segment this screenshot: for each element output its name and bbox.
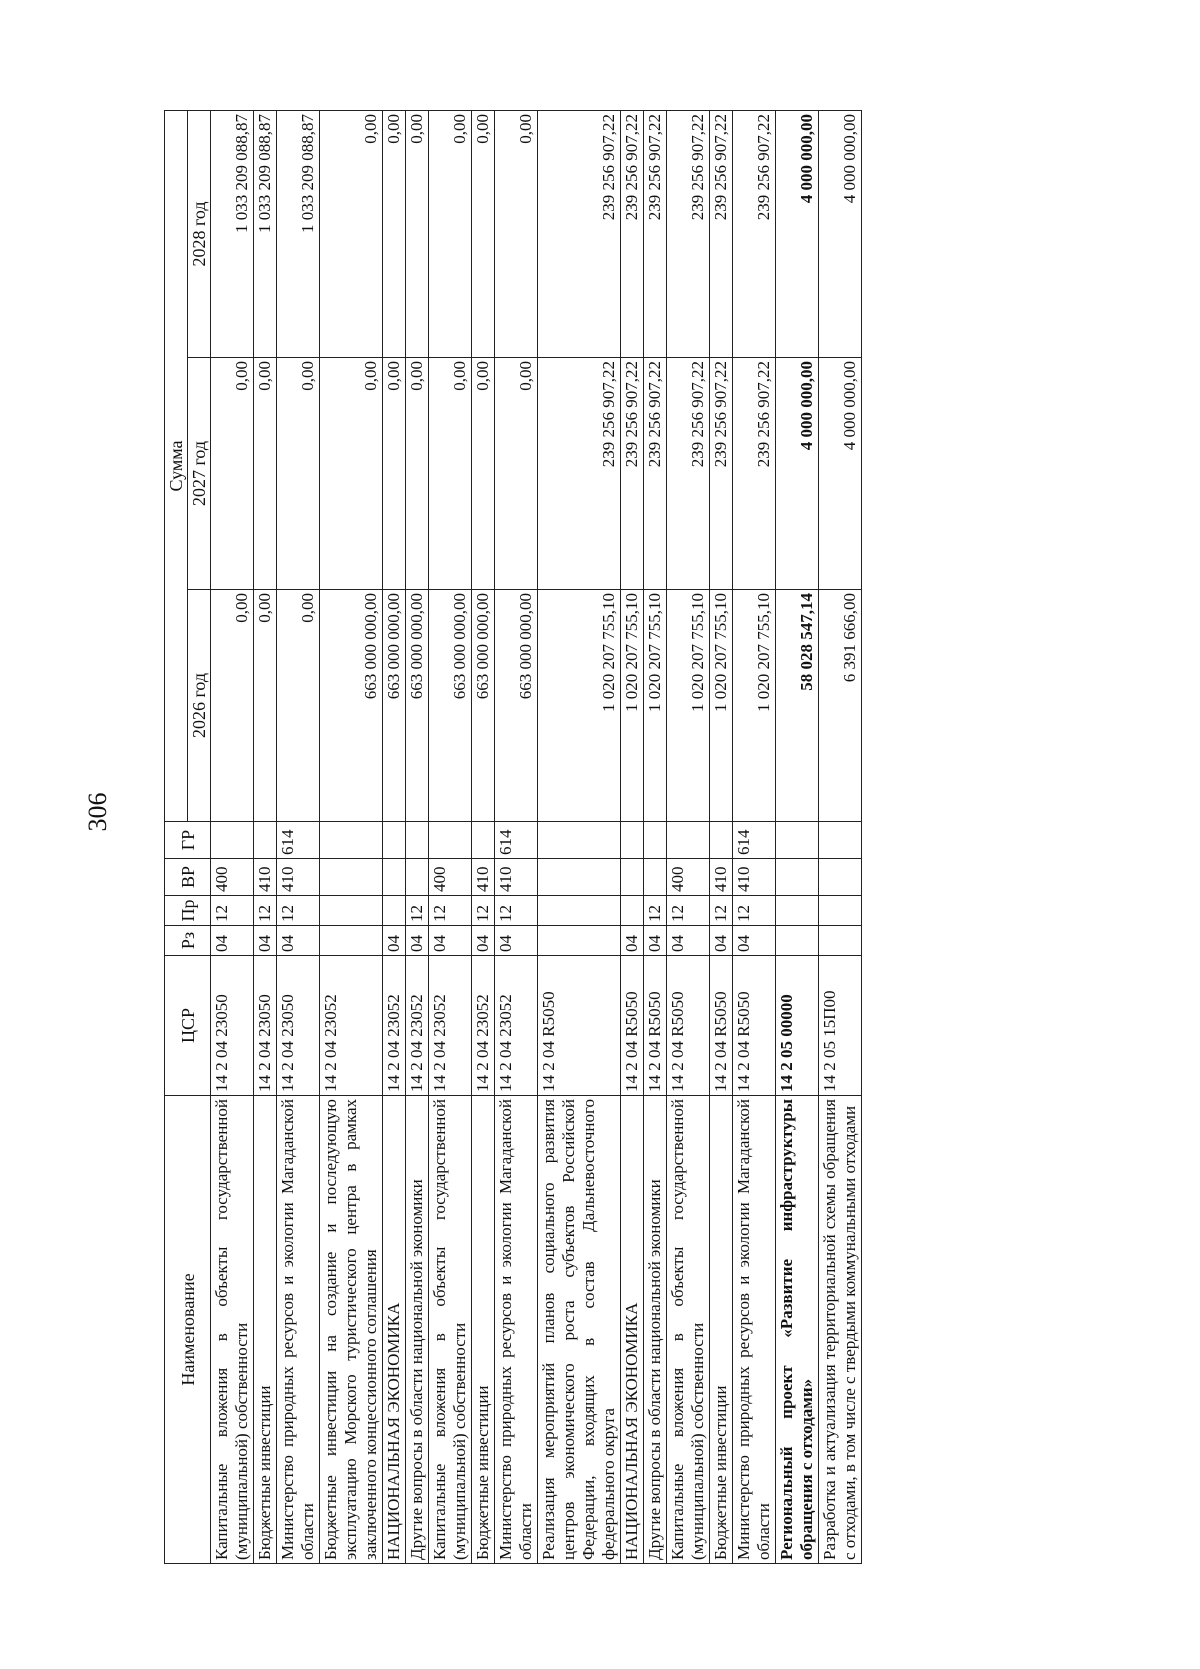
- cell-name: Министерство природных ресурсов и экологии Магаданской области: [495, 1096, 538, 1564]
- cell-pr: [819, 896, 862, 926]
- cell-y2026: 0,00: [211, 590, 254, 822]
- header-vr: ВР: [165, 859, 211, 896]
- cell-y2027: 4 000 000,00: [819, 358, 862, 590]
- cell-csr: 14 2 04 R5050: [538, 956, 621, 1096]
- cell-y2027: 0,00: [383, 358, 406, 590]
- cell-y2026: 663 000 000,00: [495, 590, 538, 822]
- table-row: [495, 110, 538, 1563]
- cell-csr: 14 2 04 R5050: [621, 956, 644, 1096]
- cell-pr: 12: [495, 896, 538, 926]
- header-2026: 2026 год: [188, 590, 211, 822]
- cell-rz: 04: [211, 926, 254, 956]
- cell-y2026: 1 020 207 755,10: [538, 590, 621, 822]
- cell-y2026: 663 000 000,00: [472, 590, 495, 822]
- cell-gr: [710, 822, 733, 859]
- cell-name: Капитальные вложения в объекты государственной (муниципальной) собственности: [667, 1096, 710, 1564]
- table-row: [667, 110, 710, 1563]
- cell-y2028: 239 256 907,22: [621, 110, 644, 357]
- cell-gr: [819, 822, 862, 859]
- header-pr: Пр: [165, 896, 211, 926]
- table-row: [621, 110, 644, 1563]
- cell-csr: 14 2 04 23050: [277, 956, 320, 1096]
- cell-y2028: 0,00: [429, 110, 472, 357]
- cell-y2026: 663 000 000,00: [406, 590, 429, 822]
- cell-gr: 614: [733, 822, 776, 859]
- cell-y2027: 239 256 907,22: [667, 358, 710, 590]
- cell-gr: [429, 822, 472, 859]
- cell-csr: 14 2 05 00000: [776, 956, 819, 1096]
- cell-y2027: 0,00: [429, 358, 472, 590]
- cell-gr: [538, 822, 621, 859]
- cell-rz: 04: [710, 926, 733, 956]
- cell-gr: [211, 822, 254, 859]
- cell-rz: 04: [406, 926, 429, 956]
- cell-y2027: 239 256 907,22: [644, 358, 667, 590]
- table-row: [819, 110, 862, 1563]
- cell-rz: 04: [644, 926, 667, 956]
- cell-csr: 14 2 04 R5050: [733, 956, 776, 1096]
- cell-name: Региональный проект «Развитие инфраструктуры обращения с отходами»: [776, 1096, 819, 1564]
- cell-rz: 04: [667, 926, 710, 956]
- cell-name: Капитальные вложения в объекты государственной (муниципальной) собственности: [211, 1096, 254, 1564]
- cell-pr: [320, 896, 383, 926]
- cell-vr: 410: [495, 859, 538, 896]
- cell-vr: 410: [472, 859, 495, 896]
- cell-name: Капитальные вложения в объекты государственной (муниципальной) собственности: [429, 1096, 472, 1564]
- cell-name: Бюджетные инвестиции: [254, 1096, 277, 1564]
- cell-name: Бюджетные инвестиции: [710, 1096, 733, 1564]
- cell-y2027: 239 256 907,22: [538, 358, 621, 590]
- cell-csr: 14 2 05 15П00: [819, 956, 862, 1096]
- cell-name: Бюджетные инвестиции: [472, 1096, 495, 1564]
- cell-rz: [320, 926, 383, 956]
- cell-name: Реализация мероприятий планов социального развития центров экономического роста субъектов Российской Федерации, входящих в состав Дальневосточного федерального округа: [538, 1096, 621, 1564]
- cell-y2027: 0,00: [277, 358, 320, 590]
- cell-rz: [776, 926, 819, 956]
- cell-y2028: 239 256 907,22: [733, 110, 776, 357]
- cell-y2026: 1 020 207 755,10: [733, 590, 776, 822]
- cell-csr: 14 2 04 R5050: [644, 956, 667, 1096]
- cell-y2026: 0,00: [277, 590, 320, 822]
- header-2028: 2028 год: [188, 110, 211, 357]
- cell-y2026: 58 028 547,14: [776, 590, 819, 822]
- cell-pr: 12: [277, 896, 320, 926]
- cell-vr: 410: [277, 859, 320, 896]
- cell-vr: 400: [429, 859, 472, 896]
- table-row: [254, 110, 277, 1563]
- cell-rz: 04: [733, 926, 776, 956]
- cell-y2027: 0,00: [320, 358, 383, 590]
- cell-y2027: 0,00: [211, 358, 254, 590]
- cell-y2026: 0,00: [254, 590, 277, 822]
- cell-gr: 614: [495, 822, 538, 859]
- cell-y2028: 0,00: [320, 110, 383, 357]
- cell-y2027: 0,00: [406, 358, 429, 590]
- cell-name: Разработка и актуализация территориальной схемы обращения с отходами, в том числе с твердыми коммунальными отходами: [819, 1096, 862, 1564]
- cell-csr: 14 2 04 23052: [406, 956, 429, 1096]
- cell-rz: 04: [429, 926, 472, 956]
- cell-pr: 12: [472, 896, 495, 926]
- cell-pr: 12: [667, 896, 710, 926]
- cell-vr: 410: [733, 859, 776, 896]
- cell-vr: 410: [710, 859, 733, 896]
- cell-gr: [254, 822, 277, 859]
- cell-rz: 04: [254, 926, 277, 956]
- cell-vr: [383, 859, 406, 896]
- header-sum: Сумма: [165, 110, 188, 821]
- header-rz: Рз: [165, 926, 211, 956]
- header-2027: 2027 год: [188, 358, 211, 590]
- table-row: [211, 110, 254, 1563]
- cell-pr: [776, 896, 819, 926]
- cell-gr: [383, 822, 406, 859]
- cell-vr: [621, 859, 644, 896]
- cell-y2026: 6 391 666,00: [819, 590, 862, 822]
- cell-y2028: 1 033 209 088,87: [254, 110, 277, 357]
- cell-y2026: 1 020 207 755,10: [667, 590, 710, 822]
- cell-y2027: 0,00: [495, 358, 538, 590]
- cell-y2026: 1 020 207 755,10: [621, 590, 644, 822]
- cell-gr: [621, 822, 644, 859]
- table-row: [277, 110, 320, 1563]
- cell-vr: 410: [254, 859, 277, 896]
- cell-vr: [406, 859, 429, 896]
- cell-pr: 12: [254, 896, 277, 926]
- table-row: [733, 110, 776, 1563]
- cell-y2028: 0,00: [406, 110, 429, 357]
- cell-y2027: 0,00: [254, 358, 277, 590]
- cell-vr: [320, 859, 383, 896]
- table-row: [538, 110, 621, 1563]
- cell-pr: 12: [211, 896, 254, 926]
- cell-y2026: 663 000 000,00: [320, 590, 383, 822]
- cell-y2028: 239 256 907,22: [667, 110, 710, 357]
- cell-csr: 14 2 04 R5050: [710, 956, 733, 1096]
- cell-rz: 04: [472, 926, 495, 956]
- cell-gr: 614: [277, 822, 320, 859]
- cell-rz: 04: [621, 926, 644, 956]
- cell-vr: 400: [211, 859, 254, 896]
- cell-name: НАЦИОНАЛЬНАЯ ЭКОНОМИКА: [621, 1096, 644, 1564]
- cell-csr: 14 2 04 23052: [429, 956, 472, 1096]
- header-name: Наименование: [165, 1096, 211, 1564]
- table-row: [776, 110, 819, 1563]
- cell-y2027: 0,00: [472, 358, 495, 590]
- cell-gr: [776, 822, 819, 859]
- cell-rz: [538, 926, 621, 956]
- table-row: [472, 110, 495, 1563]
- cell-gr: [472, 822, 495, 859]
- cell-vr: [644, 859, 667, 896]
- cell-y2028: 4 000 000,00: [819, 110, 862, 357]
- header-row-1: [165, 110, 188, 1563]
- budget-table: [164, 110, 862, 1564]
- table-row: [644, 110, 667, 1563]
- cell-y2026: 1 020 207 755,10: [644, 590, 667, 822]
- cell-y2028: 1 033 209 088,87: [211, 110, 254, 357]
- header-gr: ГР: [165, 822, 211, 859]
- cell-rz: 04: [383, 926, 406, 956]
- cell-rz: [819, 926, 862, 956]
- cell-name: Министерство природных ресурсов и экологии Магаданской области: [277, 1096, 320, 1564]
- cell-y2028: 1 033 209 088,87: [277, 110, 320, 357]
- cell-pr: 12: [710, 896, 733, 926]
- cell-name: Министерство природных ресурсов и экологии Магаданской области: [733, 1096, 776, 1564]
- cell-pr: [383, 896, 406, 926]
- cell-y2026: 663 000 000,00: [429, 590, 472, 822]
- cell-csr: 14 2 04 23052: [472, 956, 495, 1096]
- table-row: [429, 110, 472, 1563]
- cell-gr: [667, 822, 710, 859]
- cell-csr: 14 2 04 23052: [383, 956, 406, 1096]
- page-number: 306: [83, 792, 112, 832]
- cell-pr: [538, 896, 621, 926]
- cell-y2028: 0,00: [472, 110, 495, 357]
- table-row: [320, 110, 383, 1563]
- cell-rz: 04: [495, 926, 538, 956]
- header-csr: ЦСР: [165, 956, 211, 1096]
- cell-rz: 04: [277, 926, 320, 956]
- cell-y2027: 239 256 907,22: [621, 358, 644, 590]
- cell-pr: 12: [429, 896, 472, 926]
- cell-y2028: 239 256 907,22: [538, 110, 621, 357]
- cell-pr: [621, 896, 644, 926]
- cell-gr: [406, 822, 429, 859]
- cell-y2028: 0,00: [495, 110, 538, 357]
- cell-vr: [819, 859, 862, 896]
- cell-pr: 12: [406, 896, 429, 926]
- table-body: [211, 110, 862, 1563]
- cell-y2027: 239 256 907,22: [710, 358, 733, 590]
- cell-vr: 400: [667, 859, 710, 896]
- cell-csr: 14 2 04 23052: [320, 956, 383, 1096]
- table-row: [710, 110, 733, 1563]
- cell-pr: 12: [733, 896, 776, 926]
- table-row: [383, 110, 406, 1563]
- table-row: [406, 110, 429, 1563]
- cell-y2027: 4 000 000,00: [776, 358, 819, 590]
- cell-csr: 14 2 04 23050: [211, 956, 254, 1096]
- cell-y2028: 239 256 907,22: [710, 110, 733, 357]
- cell-vr: [538, 859, 621, 896]
- cell-name: Другие вопросы в области национальной экономики: [406, 1096, 429, 1564]
- cell-gr: [644, 822, 667, 859]
- cell-y2026: 1 020 207 755,10: [710, 590, 733, 822]
- cell-csr: 14 2 04 23052: [495, 956, 538, 1096]
- cell-y2026: 663 000 000,00: [383, 590, 406, 822]
- cell-csr: 14 2 04 23050: [254, 956, 277, 1096]
- cell-gr: [320, 822, 383, 859]
- cell-csr: 14 2 04 R5050: [667, 956, 710, 1096]
- cell-pr: 12: [644, 896, 667, 926]
- cell-vr: [776, 859, 819, 896]
- budget-table-rotated: [164, 111, 1080, 1564]
- cell-y2027: 239 256 907,22: [733, 358, 776, 590]
- cell-name: НАЦИОНАЛЬНАЯ ЭКОНОМИКА: [383, 1096, 406, 1564]
- cell-y2028: 239 256 907,22: [644, 110, 667, 357]
- cell-name: Другие вопросы в области национальной экономики: [644, 1096, 667, 1564]
- cell-y2028: 4 000 000,00: [776, 110, 819, 357]
- cell-y2028: 0,00: [383, 110, 406, 357]
- cell-name: Бюджетные инвестиции на создание и последующую эксплуатацию Морского туристического центра в рамках заключенного концессионного соглашения: [320, 1096, 383, 1564]
